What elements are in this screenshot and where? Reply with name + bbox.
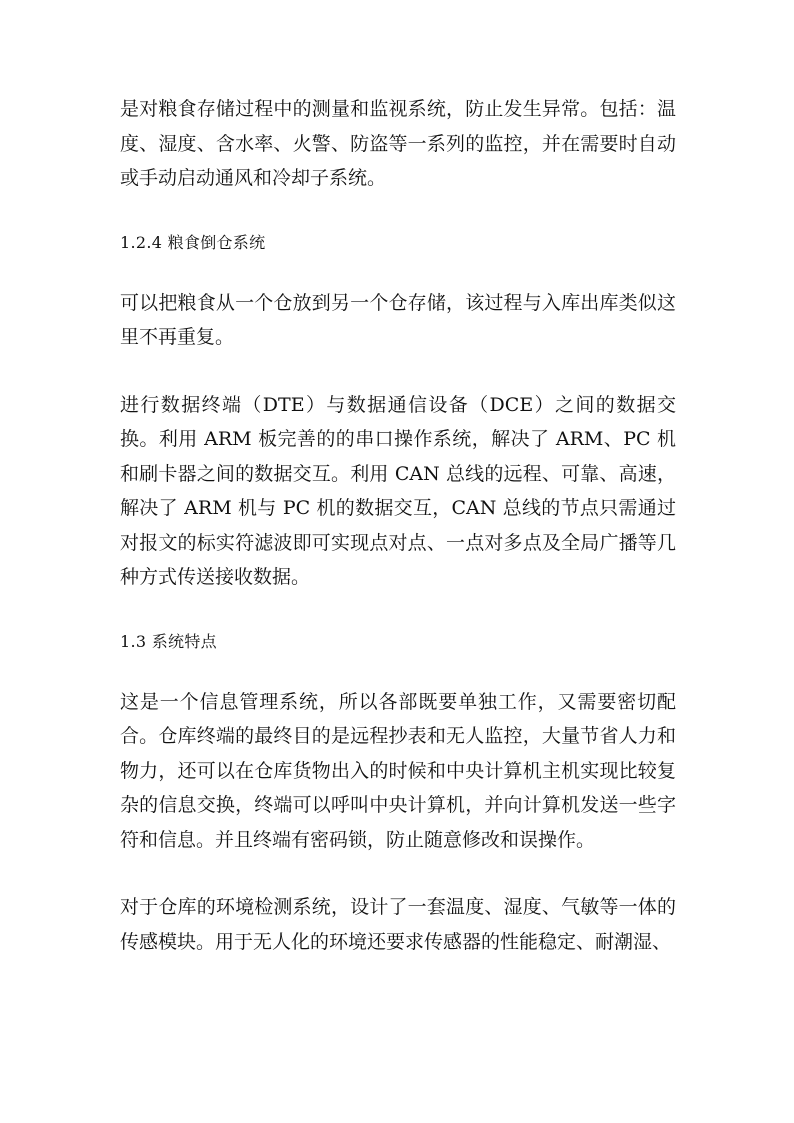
spacer [120, 857, 676, 890]
paragraph-system-features: 这是一个信息管理系统，所以各部既要单独工作，又需要密切配合。仓库终端的最终目的是远程抄表和无人监控，大量节省人力和物力，还可以在仓库货物出入的时候和中央计算机主机实现比较复杂的信息交换，终端可以呼叫中央计算机，并向计算机发送一些字符和信息。并且终端有密码锁，防止随意修改和误操作。 [120, 690, 676, 851]
paragraph-grain-transfer: 可以把粮食从一个仓放到另一个仓存储，该过程与入库出库类似这里不再重复。 [120, 291, 676, 348]
spacer [120, 595, 676, 625]
paragraph-grain-monitoring: 是对粮食存储过程中的测量和监视系统，防止发生异常。包括：温度、湿度、含水率、火警、防盗等一系列的监控，并在需要时自动或手动启动通风和冷却子系统。 [120, 98, 676, 189]
document-page [120, 92, 676, 959]
spacer [120, 355, 676, 388]
section-heading-1-3: 1.3 系统特点 [120, 631, 217, 651]
spacer [120, 260, 676, 286]
spacer [120, 196, 676, 226]
spacer [120, 659, 676, 685]
paragraph-environment-detection: 对于仓库的环境检测系统，设计了一套温度、湿度、气敏等一体的传感模块。用于无人化的环境还要求传感器的性能稳定、耐潮湿、 [120, 896, 676, 953]
paragraph-data-exchange: 进行数据终端（DTE）与数据通信设备（DCE）之间的数据交换。利用 ARM 板完善的的串口操作系统，解决了 ARM、PC 机和刷卡器之间的数据交互。利用 CAN 总线的远程、可靠、高速，解决了 ARM 机与 PC 机的数据交互，CAN 总线的节点只需通过对报文的标实符滤波即可实现点对点、一点对多点及全局广播等几种方式传送接收数据。 [120, 393, 676, 588]
section-heading-1-2-4: 1.2.4 粮食倒仓系统 [120, 232, 266, 252]
